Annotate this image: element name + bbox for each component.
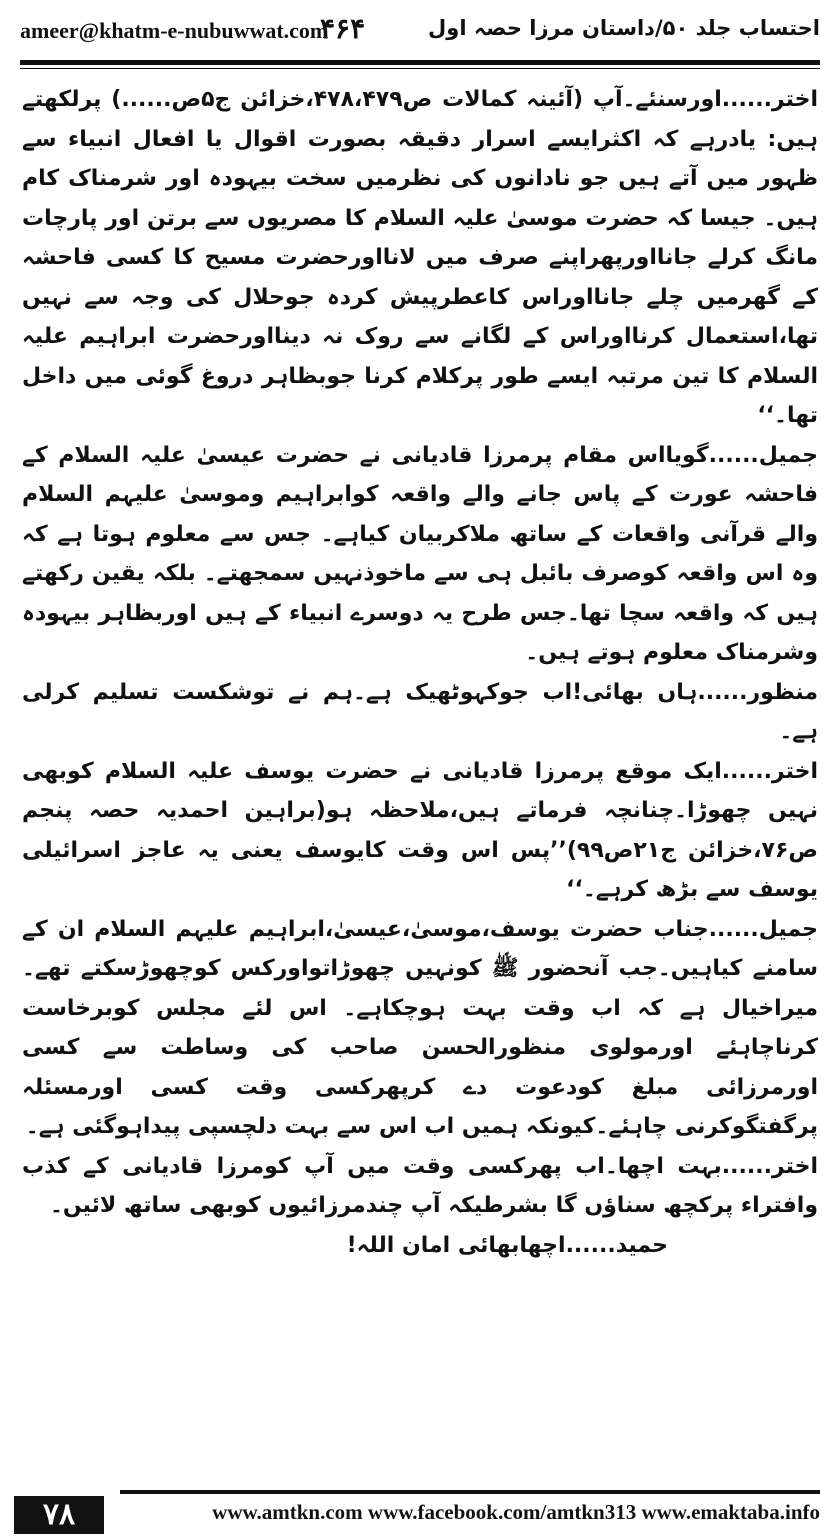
footer-links: www.amtkn.com www.facebook.com/amtkn313 www.emaktaba.info — [212, 1500, 820, 1524]
header-rule-thick — [20, 60, 820, 65]
header-rule-thin — [20, 68, 820, 69]
header-email: ameer@khatm-e-nubuwwat.com — [20, 18, 329, 43]
footer-page-number: ۷۸ — [14, 1496, 104, 1534]
paragraph-akhtar-2: اختر......ایک موقع پرمرزا قادیانی نے حضرت یوسف علیہ السلام کوبھی نہیں چھوڑا۔چنانچہ فرماتے ہیں،ملاحظہ ہو(براہین احمدیہ حصہ پنجم ص۷۶،خزائن ج۲۱ص۹۹)’’پس اس وقت کایوسف یعنی یہ عاجز اسرائیلی یوسف سے بڑھ کرہے۔‘‘ — [22, 758, 819, 902]
paragraph-jameel-1: جمیل......گویااس مقام پرمرزا قادیانی نے حضرت عیسیٰ علیہ السلام کے فاحشہ عورت کے پاس جانے والے واقعہ کوابراہیم وموسیٰ علیہم السلام والے قرآنی واقعات کے ساتھ ملاکربیان کیاہے۔ جس سے معلوم ہوتا ہے کہ وہ اس واقعہ کوصرف بائبل ہی سے ماخوذنہیں سمجھتے۔ بلکہ یقین رکھتے ہیں کہ واقعہ سچا تھا۔جس طرح یہ دوسرے انبیاء کے ہیں اوربظاہر بیہودہ وشرمناک معلوم ہوتے ہیں۔ — [22, 442, 818, 665]
paragraph-jameel-2: جمیل......جناب حضرت یوسف،موسیٰ،عیسیٰ،ابراہیم علیہم السلام ان کے سامنے کیاہیں۔جب آنحضور ﷺ کونہیں چھوڑاتواورکس کوچھوڑسکتے تھے۔میراخیال ہے کہ اب وقت بہت ہوچکاہے۔ اس لئے مجلس کوبرخاست کرناچاہئے اورمولوی منظورالحسن صاحب کی وساطت سے کسی اورمرزائی مبلغ کودعوت دے کرپھرکسی وقت کسی اورمسئلہ پرگفتگوکرنی چاہئے۔کیونکہ ہمیں اب اس سے بہت دلچسپی پیداہوگئی ہے۔ — [22, 916, 818, 1139]
paragraph-akhtar-3: اختر......بہت اچھا۔اب پھرکسی وقت میں آپ کومرزا قادیانی کے کذب وافتراء پرکچھ سناؤں گا بشرطیکہ آپ چندمرزائیوں کوبھی ساتھ لائیں۔ — [22, 1153, 818, 1218]
paragraph-akhtar-1: اختر......اورسنئے۔آپ (آئینہ کمالات ص۴۷۸،۴۷۹،خزائن ج۵ص......) پرلکھتے ہیں: یادرہے کہ اکثرایسے اسرار دقیقہ بصورت اقوال یا افعال انبیاء سے ظہور میں آتے ہیں جو نادانوں کی نظرمیں سخت بیہودہ اور شرمناک کام ہیں۔ جیسا کہ حضرت موسیٰ علیہ السلام کا مصریوں سے برتن اور پارچات مانگ کرلے جانااورپھراپنے صرف میں لانااورحضرت مسیح کا کسی فاحشہ کے گھرمیں چلے جانااوراس کاعطرپیش کردہ جوحلال کی وجہ سے نہیں تھا،استعمال کرنااوراس کے لگانے سے روک نہ دینااورحضرت ابراہیم علیہ السلام کا تین مرتبہ ایسے طور پرکلام کرنا جوبظاہر دروغ گوئی میں داخل تھا۔‘‘ — [22, 87, 818, 428]
footer-rule — [120, 1490, 820, 1494]
paragraph-hameed-1: حمید......اچھابھائی امان اللہ! — [346, 1232, 668, 1258]
header-book-title: احتساب جلد ۵۰/داستان مرزا حصہ اول — [428, 16, 820, 40]
header-page-number: ۴۶۴ — [320, 12, 366, 45]
page-body — [22, 80, 818, 1265]
page-header — [20, 12, 820, 54]
paragraph-manzoor-1: منظور......ہاں بھائی!اب جوکہوٹھیک ہے۔ہم نے توشکست تسلیم کرلی ہے۔ — [22, 679, 818, 744]
